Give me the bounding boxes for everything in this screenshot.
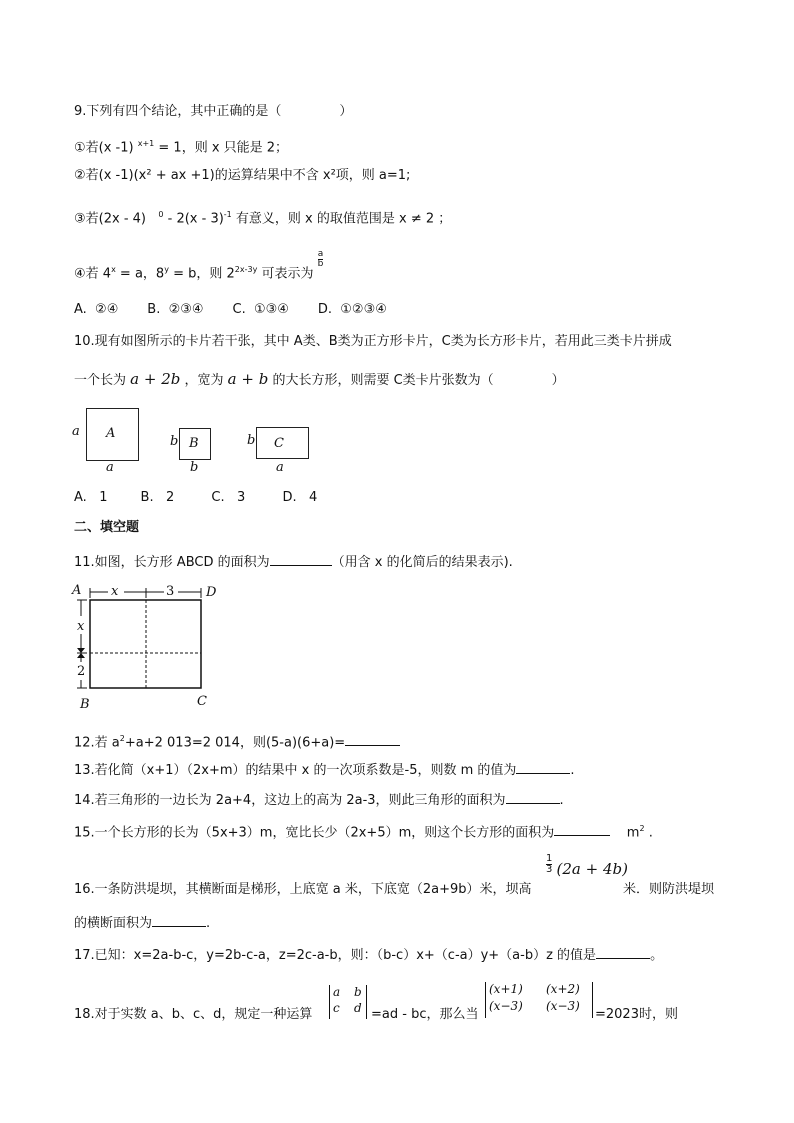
q14-text: 14.若三角形的一边长为 2a+4，这边上的高为 2a-3，则此三角形的面积为 . [74, 793, 564, 808]
q9-stem: 9.下列有四个结论，其中正确的是（ ） [74, 104, 353, 119]
dim-top-3: 3 [166, 584, 175, 599]
q15-text: 15.一个长方形的长为（5x+3）m，宽比长少（2x+5）m，则这个长方形的面积为 $m^2$ . [74, 824, 653, 841]
q13-text: 13.若化简（x+1）（2x+m）的结果中 x 的一次项系数是-5，则数 m 的值为 . [74, 763, 575, 778]
answer-blank[interactable] [152, 914, 206, 927]
q16-height-expression: $\frac{1}{3} (2a + 4b)$ [546, 853, 628, 878]
q16-line-1-tail: 米．则防洪堤坝 [623, 882, 715, 897]
answer-blank[interactable] [516, 761, 570, 774]
q9-statement-1: ①若(x -1) $^{x+1}$ = 1，则 x 只能是 2； [74, 139, 289, 156]
section-title-fill-blank: 二、填空题 [74, 520, 140, 535]
q9-statement-2: ②若(x -1)(x² + ax +1)的运算结果中不含 x²项，则 a=1; [74, 168, 411, 183]
q9-options: A. ②④ B. ②③④ C. ①③④ D. ①②③④ [74, 302, 387, 317]
answer-blank[interactable] [596, 946, 650, 959]
q12-text: 12.若 $a^2+a+2$ 013=2 014，则(5-a)(6+a)= [74, 731, 400, 751]
q17-text: 17.已知：x=2a-b-c，y=2b-c-a，z=2c-a-b，则：（b-c）x+（c-a）y+（a-b）z 的值是 。 [74, 948, 664, 963]
vertex-a: A [72, 583, 82, 598]
q18-determinant-1: a b c d [329, 985, 367, 1019]
vertex-d: D [206, 585, 217, 600]
q16-line-1: 16.一条防洪堤坝，其横断面是梯形，上底宽 a 米，下底宽（2a+9b）米，坝高 [74, 882, 532, 897]
q18-determinant-2: (x+1) (x+2) (x−3) (x−3) [485, 982, 593, 1018]
q18-text-mid: =ad - bc，那么当 [371, 1007, 479, 1022]
answer-blank[interactable] [270, 553, 332, 566]
answer-blank[interactable] [345, 733, 400, 746]
q10-options: A. 1 B. 2 C. 3 D. 4 [74, 490, 318, 505]
answer-blank[interactable] [554, 823, 610, 836]
dim-top-x: x [111, 584, 119, 599]
fraction-a-over-b: $\frac{a}{b}$ [317, 249, 324, 270]
answer-blank[interactable] [506, 791, 560, 804]
q10-line-2: 一个长为 a + 2b ，宽为 a + b 的大长方形，则需要 C类卡片张数为（ ） [74, 370, 565, 388]
q11-text: 11.如图，长方形 ABCD 的面积为 （用含 x 的化简后的结果表示). [74, 555, 513, 570]
dim-left-x: x [77, 619, 85, 634]
q18-text: 18.对于实数 a、b、c、d，规定一种运算 [74, 1007, 313, 1022]
q18-text-end: =2023时，则 [595, 1007, 678, 1022]
q16-line-2: 的横断面积为 . [74, 916, 211, 931]
q9-statement-4: ④若 $4^x = a$，$8^y = b$，则 $2^{2x-3y}$ 可表示为 $\frac{a}{b}$ [74, 249, 324, 282]
vertex-b: B [80, 697, 90, 712]
q9-statement-3: ③若(2x - 4) $^0$ - 2(x - 3)$^{-1}$ 有意义，则 x 的取值范围是 x ≠ 2 ； [74, 210, 452, 227]
vertex-c: C [197, 694, 207, 709]
length-expression: a + 2b [130, 370, 181, 388]
dim-left-2: 2 [77, 664, 86, 679]
q10-line-1: 10.现有如图所示的卡片若干张，其中 A类、B类为正方形卡片，C类为长方形卡片，若用此三类卡片拼成 [74, 334, 672, 349]
width-expression: a + b [227, 370, 269, 388]
